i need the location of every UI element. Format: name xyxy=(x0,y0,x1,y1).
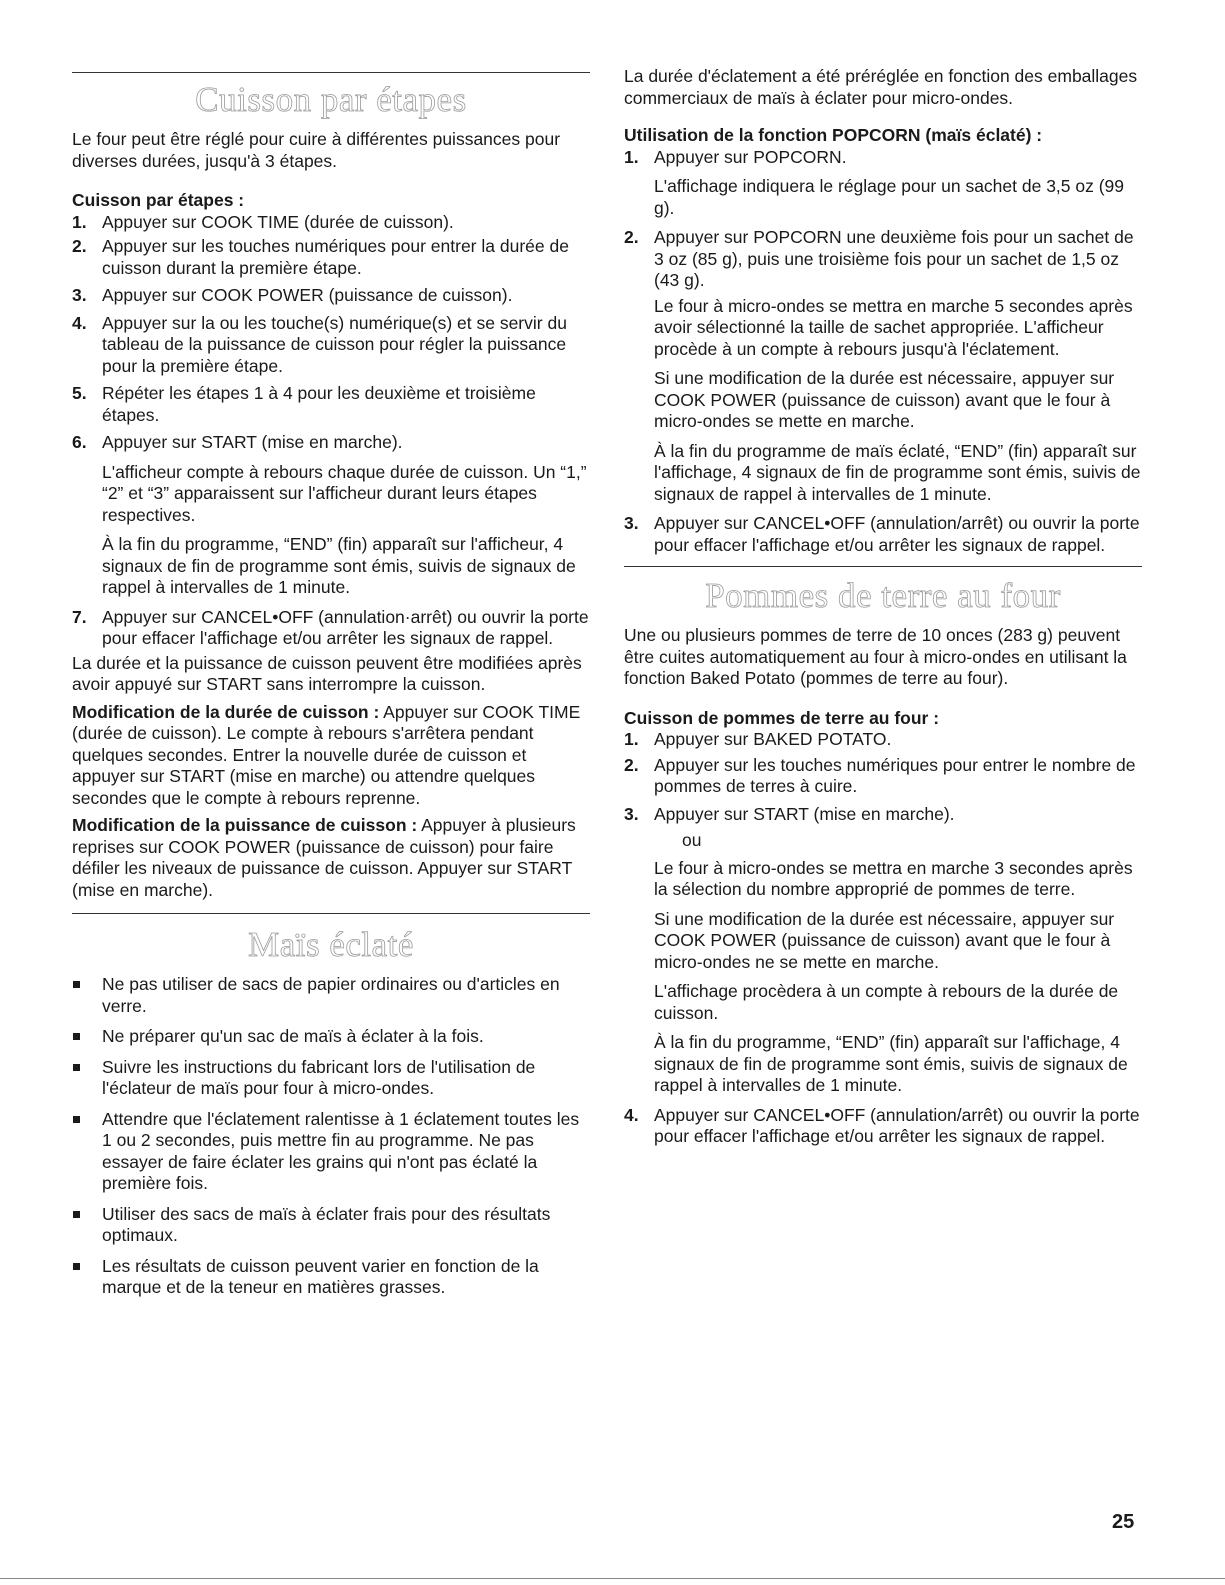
section-divider xyxy=(72,913,590,914)
bullet-square-icon xyxy=(73,1116,80,1123)
step-text: Appuyer sur CANCEL•OFF (annulation/arrêt) ou ouvrir la porte pour effacer l'affichage et/ou arrêter les signaux de rappel. xyxy=(654,513,1140,555)
step-text: Appuyer sur COOK POWER (puissance de cuisson). xyxy=(102,285,513,305)
step-text: Appuyer sur BAKED POTATO. xyxy=(654,729,892,749)
bullet-item xyxy=(72,1109,590,1195)
bullet-item xyxy=(72,1256,590,1299)
step-note: Si une modification de la durée est nécessaire, appuyer sur COOK POWER (puissance de cuisson) avant que le four à micro-ondes ne se mette en marche. xyxy=(654,908,1115,972)
bullet-text: Ne pas utiliser de sacs de papier ordinaires ou d'articles en verre. xyxy=(102,974,560,1016)
bullet-square-icon xyxy=(73,981,80,988)
step-number: 1. xyxy=(624,729,639,749)
page-bottom-edge xyxy=(0,1578,1225,1579)
step-note: L'affichage indiquera le réglage pour un sachet de 3,5 oz (99 g). xyxy=(654,176,1125,218)
page-number: 25 xyxy=(1112,1511,1135,1533)
popcorn-steps xyxy=(624,147,1142,557)
bullet-item xyxy=(72,1204,590,1247)
pommes-step xyxy=(624,804,1142,1097)
bullet-item xyxy=(72,1026,590,1048)
bullet-item xyxy=(72,974,590,1017)
mod-time-text: Appuyer sur COOK TIME (durée de cuisson). Le compte à rebours s'arrêtera pendant quelques secondes. Entrer la nouvelle durée de cuisson et appuyer sur START (mise en marche) ou attendre quelques secondes que le compte à rebours reprenne. xyxy=(72,701,581,808)
bullet-text: Utiliser des sacs de maïs à éclater frais pour des résultats optimaux. xyxy=(102,1203,551,1245)
step-text: Appuyer sur COOK TIME (durée de cuisson). xyxy=(102,211,454,232)
pommes-step xyxy=(624,1105,1142,1148)
bullet-text: Suivre les instructions du fabricant lors de l'utilisation de l'éclateur de maïs pour four à micro-ondes. xyxy=(102,1056,536,1098)
cuisson-after: La durée et la puissance de cuisson peuvent être modifiées après avoir appuyé sur START sans interrompre la cuisson. xyxy=(72,652,582,694)
step-note: Si une modification de la durée est nécessaire, appuyer sur COOK POWER (puissance de cuisson) avant que le four à micro-ondes se mette en marche. xyxy=(654,368,1115,431)
bullet-square-icon xyxy=(73,1033,80,1040)
step-number: 6. xyxy=(72,432,87,452)
step-text: Appuyer sur CANCEL•OFF (annulation·arrêt) ou ouvrir la porte pour effacer l'affichage et/ou arrêter les signaux de rappel. xyxy=(102,606,589,648)
cuisson-step xyxy=(72,383,590,426)
section-title-cuisson: Cuisson par étapes xyxy=(195,80,467,119)
step-number: 3. xyxy=(624,513,639,533)
popcorn-subheading: Utilisation de la fonction POPCORN (maïs éclaté) : xyxy=(624,125,1043,145)
popcorn-step xyxy=(624,147,1142,220)
section-divider xyxy=(624,566,1142,567)
bullet-item xyxy=(72,1057,590,1100)
pommes-step xyxy=(624,729,1142,751)
pommes-intro: Une ou plusieurs pommes de terre de 10 onces (283 g) peuvent être cuites automatiquement au four à micro-ondes en utilisant la fonction Baked Potato (pommes de terre au four). xyxy=(624,625,1127,688)
bullet-text: Les résultats de cuisson peuvent varier en fonction de la marque et de la teneur en matières grasses. xyxy=(102,1255,539,1297)
cuisson-intro: Le four peut être réglé pour cuire à différentes puissances pour diverses durées, jusqu'à 3 étapes. xyxy=(72,129,561,171)
cuisson-steps xyxy=(72,212,590,650)
cuisson-step xyxy=(72,432,590,599)
cuisson-step xyxy=(72,285,590,307)
cuisson-step xyxy=(72,212,590,234)
step-text: Appuyer sur POPCORN. xyxy=(654,146,847,167)
mod-time-paragraph xyxy=(72,702,590,810)
section-title-mais: Maïs éclaté xyxy=(248,925,414,964)
step-number: 4. xyxy=(72,312,87,333)
step-number: 1. xyxy=(624,146,639,167)
cuisson-subheading: Cuisson par étapes : xyxy=(72,190,245,210)
mod-time-label: Modification de la durée de cuisson : xyxy=(72,701,380,722)
cuisson-step xyxy=(72,313,590,378)
mod-power-paragraph xyxy=(72,815,590,901)
step-number: 3. xyxy=(624,803,639,824)
step-number: 3. xyxy=(72,285,87,305)
bullet-text: Attendre que l'éclatement ralentisse à 1 éclatement toutes les 1 ou 2 secondes, puis mettre fin au programme. Ne pas essayer de faire éclater les grains qui n'ont pas éclaté la première fois. xyxy=(102,1108,580,1193)
step-or: ou xyxy=(682,830,702,850)
step-note: Le four à micro-ondes se mettra en marche 5 secondes après avoir sélectionné la taille de sachet appropriée. L'afficheur procède à un compte à rebours jusqu'à l'éclatement. xyxy=(654,295,1133,359)
bullet-square-icon xyxy=(73,1263,80,1270)
step-number: 2. xyxy=(624,754,639,775)
cuisson-step xyxy=(72,607,590,650)
left-column xyxy=(72,0,590,1299)
step-number: 5. xyxy=(72,383,87,403)
popcorn-intro: La durée d'éclatement a été préréglée en fonction des emballages commerciaux de maïs à éclater pour micro-ondes. xyxy=(624,66,1138,108)
step-number: 7. xyxy=(72,606,87,627)
popcorn-step xyxy=(624,227,1142,505)
step-number: 4. xyxy=(624,1104,639,1125)
step-note: L'affichage procèdera à un compte à rebours de la durée de cuisson. xyxy=(654,981,1119,1023)
step-note: À la fin du programme, “END” (fin) apparaît sur l'afficheur, 4 signaux de fin de programme sont émis, suivis de signaux de rappel à intervalles de 1 minute. xyxy=(102,534,576,597)
step-number: 2. xyxy=(72,236,87,256)
popcorn-step xyxy=(624,513,1142,556)
step-text: Appuyer sur POPCORN une deuxième fois pour un sachet de 3 oz (85 g), puis une troisième fois pour un sachet de 1,5 oz (43 g). xyxy=(654,227,1134,290)
step-text: Appuyer sur CANCEL•OFF (annulation/arrêt) ou ouvrir la porte pour effacer l'affichage et/ou arrêter les signaux de rappel. xyxy=(654,1104,1140,1146)
cuisson-step xyxy=(72,236,590,279)
bullet-square-icon xyxy=(73,1211,80,1218)
right-column xyxy=(624,0,1142,1148)
section-title-pommes: Pommes de terre au four xyxy=(705,576,1061,615)
mod-power-label: Modification de la puissance de cuisson : xyxy=(72,815,418,835)
step-text: Répéter les étapes 1 à 4 pour les deuxième et troisième étapes. xyxy=(102,383,536,425)
step-text: Appuyer sur START (mise en marche). xyxy=(102,432,403,452)
step-text: Appuyer sur START (mise en marche). xyxy=(654,803,955,824)
section-divider xyxy=(72,72,590,73)
step-note: L'afficheur compte à rebours chaque durée de cuisson. Un “1,” “2” et “3” apparaissent sur l'afficheur durant leurs étapes respectives. xyxy=(102,461,587,525)
pommes-subheading: Cuisson de pommes de terre au four : xyxy=(624,707,940,728)
pommes-steps xyxy=(624,729,1142,1148)
step-number: 2. xyxy=(624,227,639,247)
bullet-square-icon xyxy=(73,1064,80,1071)
mod-power-text: Appuyer à plusieurs reprises sur COOK POWER (puissance de cuisson) pour faire défiler les niveaux de puissance de cuisson. Appuyer sur START (mise en marche). xyxy=(72,815,576,900)
bullet-text: Ne préparer qu'un sac de maïs à éclater à la fois. xyxy=(102,1026,484,1046)
step-text: Appuyer sur la ou les touche(s) numérique(s) et se servir du tableau de la puissance de cuisson pour régler la puissance pour la première étape. xyxy=(102,312,567,376)
step-note: À la fin du programme de maïs éclaté, “END” (fin) apparaît sur l'affichage, 4 signaux de fin de programme sont émis, suivis de signaux de rappel à intervalles de 1 minute. xyxy=(654,440,1141,504)
step-note: Le four à micro-ondes se mettra en marche 3 secondes après la sélection du nombre approprié de pommes de terre. xyxy=(654,857,1133,899)
step-text: Appuyer sur les touches numériques pour entrer la durée de cuisson durant la première étape. xyxy=(102,236,569,278)
step-number: 1. xyxy=(72,211,87,232)
pommes-step xyxy=(624,755,1142,798)
mais-bullets xyxy=(72,974,590,1299)
step-text: Appuyer sur les touches numériques pour entrer le nombre de pommes de terres à cuire. xyxy=(654,754,1136,796)
step-note: À la fin du programme, “END” (fin) apparaît sur l'affichage, 4 signaux de fin de programme sont émis, suivis de signaux de rappel à intervalles de 1 minute. xyxy=(654,1032,1128,1095)
